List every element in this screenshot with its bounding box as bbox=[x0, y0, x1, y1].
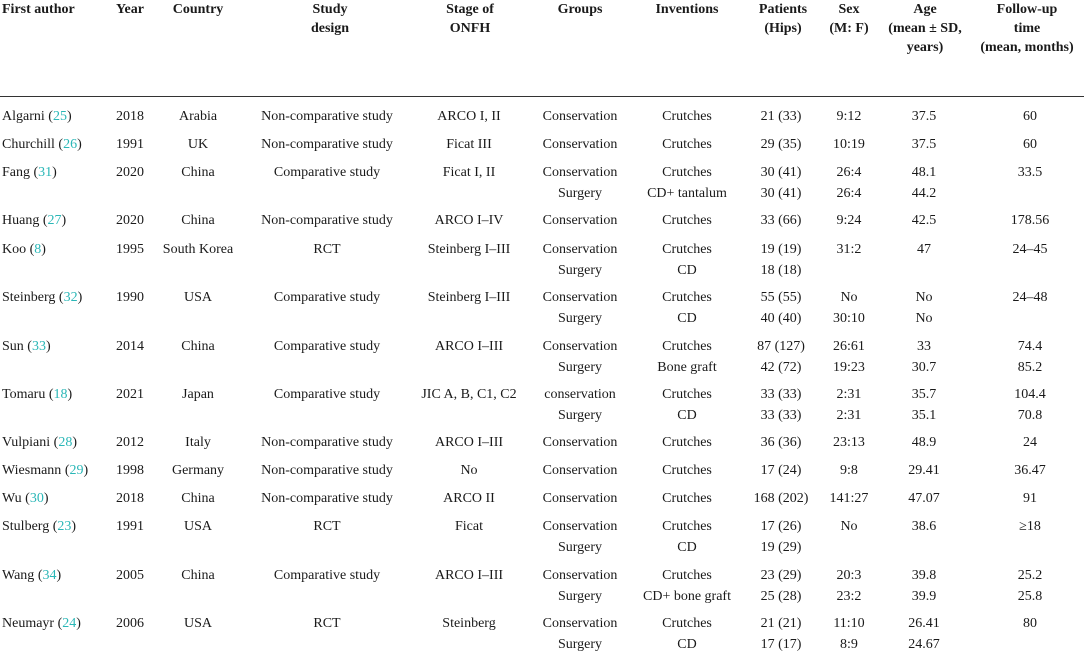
cell-year: 1991 bbox=[105, 517, 155, 538]
cell-patients: 29 (35) bbox=[748, 135, 814, 156]
cell-study-design: Non-comparative study bbox=[244, 461, 410, 482]
cell-year: 1995 bbox=[105, 240, 155, 261]
cell-first-author bbox=[2, 614, 114, 635]
ref-close: ) bbox=[72, 435, 77, 450]
cell-group: Conservation bbox=[528, 240, 632, 261]
header-country: Country bbox=[160, 0, 236, 19]
cell-first-author bbox=[2, 107, 114, 128]
cell-year: 2021 bbox=[105, 385, 155, 406]
cell-country: Arabia bbox=[155, 107, 241, 128]
cell-sex: 23:13 bbox=[818, 433, 880, 454]
header-sex-line1: Sex bbox=[820, 0, 878, 19]
cell-study-design: Comparative study bbox=[244, 385, 410, 406]
reference-link: 18 bbox=[54, 387, 68, 402]
cell-stage: ARCO I–III bbox=[412, 433, 526, 454]
cell-patients: 168 (202) bbox=[748, 489, 814, 510]
cell-stage: Steinberg bbox=[412, 614, 526, 635]
cell-follow-up: 70.8 bbox=[976, 406, 1084, 427]
cell-age: 29.41 bbox=[881, 461, 967, 482]
cell-stage: ARCO I–III bbox=[412, 566, 526, 587]
ref-close: ) bbox=[78, 290, 83, 305]
ref-open: ( bbox=[58, 616, 63, 631]
header-first-author: First author bbox=[2, 0, 75, 19]
cell-study-design: Comparative study bbox=[244, 337, 410, 358]
cell-invention: CD+ tantalum bbox=[632, 184, 742, 205]
ref-open: ( bbox=[38, 568, 43, 583]
cell-group: Conservation bbox=[528, 211, 632, 232]
cell-follow-up: 80 bbox=[976, 614, 1084, 635]
cell-stage: ARCO I, II bbox=[412, 107, 526, 128]
ref-open: ( bbox=[58, 137, 63, 152]
cell-sex: 26:4 bbox=[818, 184, 880, 205]
cell-group: Conservation bbox=[528, 566, 632, 587]
cell-sex: 19:23 bbox=[818, 358, 880, 379]
reference-link: 23 bbox=[57, 519, 71, 534]
reference-link: 31 bbox=[38, 165, 52, 180]
cell-group: Surgery bbox=[528, 261, 632, 282]
cell-age: 37.5 bbox=[881, 135, 967, 156]
cell-invention: Crutches bbox=[632, 135, 742, 156]
reference-link: 29 bbox=[69, 463, 83, 478]
cell-patients: 23 (29) bbox=[748, 566, 814, 587]
ref-close: ) bbox=[83, 463, 88, 478]
ref-open: ( bbox=[53, 519, 58, 534]
cell-group: Surgery bbox=[528, 587, 632, 608]
cell-study-design: Non-comparative study bbox=[244, 135, 410, 156]
cell-country: China bbox=[155, 211, 241, 232]
cell-stage: Steinberg I–III bbox=[412, 288, 526, 309]
ref-close: ) bbox=[41, 242, 46, 257]
author-name: Wang bbox=[2, 568, 38, 583]
cell-country: China bbox=[155, 337, 241, 358]
header-patients-line1: Patients bbox=[748, 0, 818, 19]
ref-close: ) bbox=[68, 387, 73, 402]
cell-year: 2014 bbox=[105, 337, 155, 358]
cell-patients: 87 (127) bbox=[748, 337, 814, 358]
cell-invention: CD bbox=[632, 406, 742, 427]
cell-patients: 33 (33) bbox=[748, 385, 814, 406]
cell-sex: 9:8 bbox=[818, 461, 880, 482]
cell-age: 33 bbox=[881, 337, 967, 358]
cell-country: South Korea bbox=[155, 240, 241, 261]
cell-first-author bbox=[2, 240, 114, 261]
cell-stage: Ficat III bbox=[412, 135, 526, 156]
cell-country: China bbox=[155, 163, 241, 184]
cell-patients: 19 (29) bbox=[748, 538, 814, 559]
cell-country: UK bbox=[155, 135, 241, 156]
cell-country: China bbox=[155, 566, 241, 587]
author-name: Wiesmann bbox=[2, 463, 65, 478]
cell-age: No bbox=[881, 309, 967, 330]
ref-open: ( bbox=[27, 339, 32, 354]
cell-follow-up: 24 bbox=[976, 433, 1084, 454]
header-divider bbox=[0, 96, 1084, 97]
cell-follow-up: 60 bbox=[976, 135, 1084, 156]
cell-group: Conservation bbox=[528, 288, 632, 309]
cell-first-author bbox=[2, 135, 114, 156]
cell-group: Conservation bbox=[528, 461, 632, 482]
header-study-design-line2: design bbox=[280, 19, 380, 38]
cell-age: 48.1 bbox=[881, 163, 967, 184]
cell-patients: 17 (17) bbox=[748, 635, 814, 655]
cell-patients: 36 (36) bbox=[748, 433, 814, 454]
cell-group: Conservation bbox=[528, 614, 632, 635]
cell-follow-up: 178.56 bbox=[976, 211, 1084, 232]
cell-follow-up: 60 bbox=[976, 107, 1084, 128]
cell-study-design: RCT bbox=[244, 614, 410, 635]
author-name: Tomaru bbox=[2, 387, 49, 402]
ref-close: ) bbox=[52, 165, 57, 180]
cell-invention: Crutches bbox=[632, 337, 742, 358]
cell-year: 2005 bbox=[105, 566, 155, 587]
cell-sex: 9:24 bbox=[818, 211, 880, 232]
cell-stage: JIC A, B, C1, C2 bbox=[412, 385, 526, 406]
cell-age: 24.67 bbox=[881, 635, 967, 655]
header-follow-up-line1: Follow-up bbox=[970, 0, 1084, 19]
reference-link: 28 bbox=[58, 435, 72, 450]
cell-patients: 33 (66) bbox=[748, 211, 814, 232]
author-name: Fang bbox=[2, 165, 34, 180]
cell-age: 35.1 bbox=[881, 406, 967, 427]
author-name: Algarni bbox=[2, 109, 48, 124]
cell-study-design: Non-comparative study bbox=[244, 433, 410, 454]
cell-study-design: Comparative study bbox=[244, 163, 410, 184]
cell-age: No bbox=[881, 288, 967, 309]
cell-year: 2018 bbox=[105, 107, 155, 128]
cell-follow-up: 104.4 bbox=[976, 385, 1084, 406]
ref-close: ) bbox=[56, 568, 61, 583]
cell-first-author bbox=[2, 288, 114, 309]
cell-first-author bbox=[2, 163, 114, 184]
header-groups: Groups bbox=[540, 0, 620, 19]
cell-stage: Ficat I, II bbox=[412, 163, 526, 184]
cell-sex: 9:12 bbox=[818, 107, 880, 128]
cell-invention: Crutches bbox=[632, 385, 742, 406]
cell-age: 39.9 bbox=[881, 587, 967, 608]
author-name: Neumayr bbox=[2, 616, 58, 631]
cell-patients: 25 (28) bbox=[748, 587, 814, 608]
cell-sex: 31:2 bbox=[818, 240, 880, 261]
cell-invention: Crutches bbox=[632, 240, 742, 261]
cell-study-design: RCT bbox=[244, 517, 410, 538]
cell-sex: 2:31 bbox=[818, 385, 880, 406]
cell-group: Conservation bbox=[528, 433, 632, 454]
cell-first-author bbox=[2, 433, 114, 454]
cell-group: conservation bbox=[528, 385, 632, 406]
cell-age: 47.07 bbox=[881, 489, 967, 510]
author-name: Vulpiani bbox=[2, 435, 54, 450]
cell-invention: Crutches bbox=[632, 163, 742, 184]
ref-open: ( bbox=[59, 290, 64, 305]
ref-open: ( bbox=[65, 463, 70, 478]
cell-follow-up: 91 bbox=[976, 489, 1084, 510]
reference-link: 33 bbox=[32, 339, 46, 354]
ref-open: ( bbox=[43, 213, 48, 228]
cell-country: China bbox=[155, 489, 241, 510]
cell-study-design: Comparative study bbox=[244, 288, 410, 309]
ref-open: ( bbox=[48, 109, 53, 124]
cell-sex: No bbox=[818, 517, 880, 538]
cell-sex: 23:2 bbox=[818, 587, 880, 608]
header-year: Year bbox=[110, 0, 150, 19]
cell-age: 38.6 bbox=[881, 517, 967, 538]
cell-year: 2006 bbox=[105, 614, 155, 635]
cell-year: 2018 bbox=[105, 489, 155, 510]
cell-invention: CD bbox=[632, 261, 742, 282]
cell-country: Germany bbox=[155, 461, 241, 482]
cell-patients: 42 (72) bbox=[748, 358, 814, 379]
header-stage bbox=[420, 0, 520, 38]
cell-follow-up: 25.8 bbox=[976, 587, 1084, 608]
cell-invention: CD bbox=[632, 635, 742, 655]
author-name: Sun bbox=[2, 339, 27, 354]
cell-invention: CD bbox=[632, 538, 742, 559]
reference-link: 26 bbox=[63, 137, 77, 152]
cell-patients: 55 (55) bbox=[748, 288, 814, 309]
ref-open: ( bbox=[34, 165, 39, 180]
table-header bbox=[0, 0, 1084, 96]
cell-follow-up: 24–45 bbox=[976, 240, 1084, 261]
cell-invention: Crutches bbox=[632, 566, 742, 587]
cell-group: Surgery bbox=[528, 538, 632, 559]
cell-sex: 2:31 bbox=[818, 406, 880, 427]
header-follow-up bbox=[970, 0, 1084, 57]
header-stage-line2: ONFH bbox=[420, 19, 520, 38]
reference-link: 34 bbox=[42, 568, 56, 583]
cell-stage: No bbox=[412, 461, 526, 482]
author-name: Steinberg bbox=[2, 290, 59, 305]
header-inventions: Inventions bbox=[637, 0, 737, 19]
author-name: Churchill bbox=[2, 137, 58, 152]
cell-patients: 30 (41) bbox=[748, 163, 814, 184]
cell-age: 26.41 bbox=[881, 614, 967, 635]
cell-patients: 33 (33) bbox=[748, 406, 814, 427]
reference-link: 8 bbox=[34, 242, 41, 257]
cell-invention: Crutches bbox=[632, 517, 742, 538]
header-age-line2: (mean ± SD, bbox=[880, 19, 970, 38]
cell-patients: 17 (24) bbox=[748, 461, 814, 482]
cell-stage: ARCO I–III bbox=[412, 337, 526, 358]
reference-link: 27 bbox=[48, 213, 62, 228]
cell-group: Conservation bbox=[528, 135, 632, 156]
reference-link: 30 bbox=[30, 491, 44, 506]
cell-invention: Crutches bbox=[632, 489, 742, 510]
cell-age: 35.7 bbox=[881, 385, 967, 406]
cell-invention: Crutches bbox=[632, 614, 742, 635]
cell-follow-up: 33.5 bbox=[976, 163, 1084, 184]
cell-first-author bbox=[2, 461, 114, 482]
ref-open: ( bbox=[30, 242, 35, 257]
header-age bbox=[880, 0, 970, 57]
cell-patients: 18 (18) bbox=[748, 261, 814, 282]
cell-group: Surgery bbox=[528, 358, 632, 379]
cell-country: USA bbox=[155, 517, 241, 538]
header-sex-line2: (M: F) bbox=[820, 19, 878, 38]
reference-link: 32 bbox=[64, 290, 78, 305]
header-stage-line1: Stage of bbox=[420, 0, 520, 19]
cell-sex: 10:19 bbox=[818, 135, 880, 156]
cell-age: 39.8 bbox=[881, 566, 967, 587]
cell-stage: ARCO II bbox=[412, 489, 526, 510]
ref-close: ) bbox=[44, 491, 49, 506]
cell-study-design: Comparative study bbox=[244, 566, 410, 587]
ref-open: ( bbox=[49, 387, 54, 402]
cell-group: Surgery bbox=[528, 309, 632, 330]
ref-close: ) bbox=[76, 616, 81, 631]
cell-invention: CD bbox=[632, 309, 742, 330]
ref-close: ) bbox=[62, 213, 67, 228]
cell-sex: 11:10 bbox=[818, 614, 880, 635]
author-name: Huang bbox=[2, 213, 43, 228]
author-name: Stulberg bbox=[2, 519, 53, 534]
cell-invention: Crutches bbox=[632, 211, 742, 232]
cell-sex: No bbox=[818, 288, 880, 309]
cell-invention: Crutches bbox=[632, 433, 742, 454]
cell-country: USA bbox=[155, 614, 241, 635]
cell-invention: Crutches bbox=[632, 461, 742, 482]
cell-patients: 21 (21) bbox=[748, 614, 814, 635]
header-study-design-line1: Study bbox=[280, 0, 380, 19]
cell-group: Surgery bbox=[528, 635, 632, 655]
cell-age: 44.2 bbox=[881, 184, 967, 205]
ref-open: ( bbox=[54, 435, 59, 450]
ref-close: ) bbox=[77, 137, 82, 152]
cell-follow-up: 24–48 bbox=[976, 288, 1084, 309]
cell-invention: CD+ bone graft bbox=[632, 587, 742, 608]
header-patients bbox=[748, 0, 818, 38]
cell-age: 47 bbox=[881, 240, 967, 261]
author-name: Wu bbox=[2, 491, 25, 506]
cell-stage: Ficat bbox=[412, 517, 526, 538]
cell-invention: Bone graft bbox=[632, 358, 742, 379]
author-name: Koo bbox=[2, 242, 30, 257]
cell-follow-up: 25.2 bbox=[976, 566, 1084, 587]
cell-sex: 8:9 bbox=[818, 635, 880, 655]
cell-sex: 20:3 bbox=[818, 566, 880, 587]
cell-study-design: Non-comparative study bbox=[244, 211, 410, 232]
cell-follow-up: 74.4 bbox=[976, 337, 1084, 358]
cell-year: 2020 bbox=[105, 211, 155, 232]
cell-patients: 19 (19) bbox=[748, 240, 814, 261]
cell-follow-up: 36.47 bbox=[976, 461, 1084, 482]
cell-first-author bbox=[2, 517, 114, 538]
cell-sex: 141:27 bbox=[818, 489, 880, 510]
cell-year: 1991 bbox=[105, 135, 155, 156]
reference-link: 24 bbox=[62, 616, 76, 631]
cell-group: Surgery bbox=[528, 184, 632, 205]
cell-year: 1998 bbox=[105, 461, 155, 482]
cell-year: 2012 bbox=[105, 433, 155, 454]
cell-first-author bbox=[2, 211, 114, 232]
cell-age: 48.9 bbox=[881, 433, 967, 454]
ref-close: ) bbox=[46, 339, 51, 354]
cell-first-author bbox=[2, 385, 114, 406]
cell-group: Conservation bbox=[528, 337, 632, 358]
cell-age: 37.5 bbox=[881, 107, 967, 128]
reference-link: 25 bbox=[53, 109, 67, 124]
cell-group: Surgery bbox=[528, 406, 632, 427]
header-follow-up-line3: (mean, months) bbox=[970, 38, 1084, 57]
ref-open: ( bbox=[25, 491, 30, 506]
cell-country: USA bbox=[155, 288, 241, 309]
cell-sex: 26:61 bbox=[818, 337, 880, 358]
cell-patients: 17 (26) bbox=[748, 517, 814, 538]
cell-sex: 30:10 bbox=[818, 309, 880, 330]
cell-study-design: Non-comparative study bbox=[244, 489, 410, 510]
header-patients-line2: (Hips) bbox=[748, 19, 818, 38]
cell-year: 1990 bbox=[105, 288, 155, 309]
cell-first-author bbox=[2, 337, 114, 358]
cell-follow-up: 85.2 bbox=[976, 358, 1084, 379]
cell-patients: 30 (41) bbox=[748, 184, 814, 205]
ref-close: ) bbox=[71, 519, 76, 534]
cell-age: 42.5 bbox=[881, 211, 967, 232]
cell-country: Italy bbox=[155, 433, 241, 454]
cell-group: Conservation bbox=[528, 517, 632, 538]
cell-year: 2020 bbox=[105, 163, 155, 184]
cell-group: Conservation bbox=[528, 489, 632, 510]
cell-country: Japan bbox=[155, 385, 241, 406]
cell-patients: 40 (40) bbox=[748, 309, 814, 330]
header-follow-up-line2: time bbox=[970, 19, 1084, 38]
cell-invention: Crutches bbox=[632, 288, 742, 309]
cell-study-design: RCT bbox=[244, 240, 410, 261]
ref-close: ) bbox=[67, 109, 72, 124]
cell-group: Conservation bbox=[528, 163, 632, 184]
cell-first-author bbox=[2, 566, 114, 587]
cell-patients: 21 (33) bbox=[748, 107, 814, 128]
cell-invention: Crutches bbox=[632, 107, 742, 128]
cell-study-design: Non-comparative study bbox=[244, 107, 410, 128]
cell-first-author bbox=[2, 489, 114, 510]
cell-age: 30.7 bbox=[881, 358, 967, 379]
header-age-line1: Age bbox=[880, 0, 970, 19]
header-age-line3: years) bbox=[880, 38, 970, 57]
cell-follow-up: ≥18 bbox=[976, 517, 1084, 538]
cell-stage: ARCO I–IV bbox=[412, 211, 526, 232]
header-study-design bbox=[280, 0, 380, 38]
cell-group: Conservation bbox=[528, 107, 632, 128]
cell-stage: Steinberg I–III bbox=[412, 240, 526, 261]
header-sex bbox=[820, 0, 878, 38]
cell-sex: 26:4 bbox=[818, 163, 880, 184]
